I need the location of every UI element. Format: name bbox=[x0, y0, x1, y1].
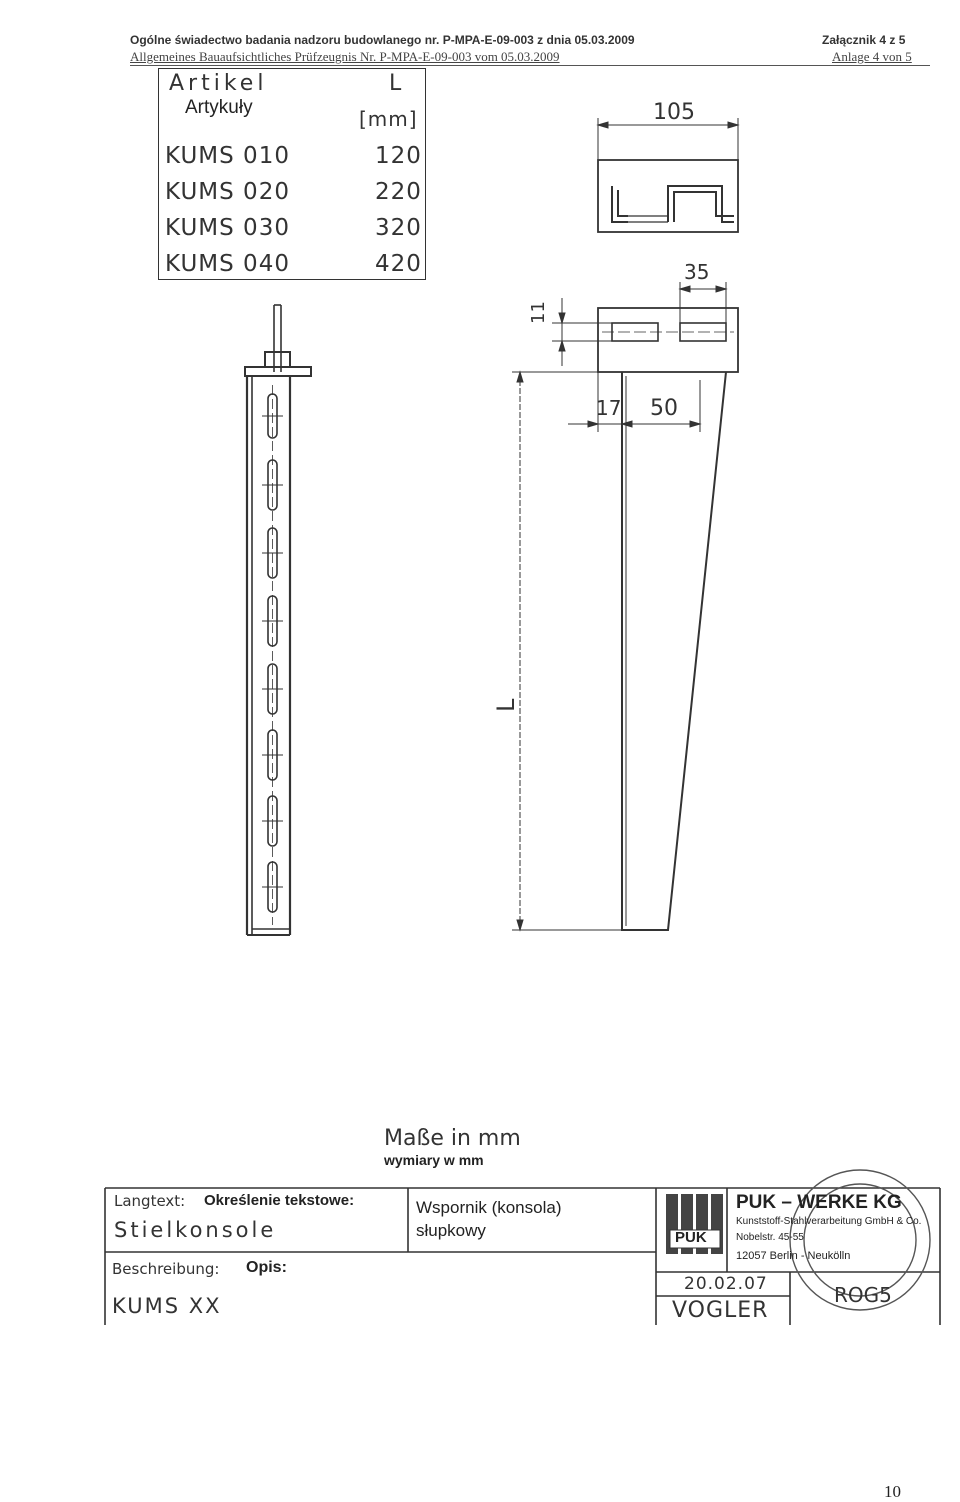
top-view bbox=[598, 160, 738, 232]
company-line3: 12057 Berlin - Neukölln bbox=[736, 1250, 851, 1262]
table-row-length: 120 bbox=[375, 143, 422, 169]
front-view bbox=[245, 305, 311, 935]
table-row-length: 320 bbox=[375, 215, 422, 241]
header-certificate-de: Allgemeines Bauaufsichtliches Prüfzeugnis Nr. P-MPA-E-09-003 vom 05.03.2009 bbox=[130, 49, 560, 64]
dimension-offset-label: 17 bbox=[596, 396, 622, 420]
beschreibung-label-pl: Opis: bbox=[246, 1259, 287, 1276]
dimension-slot-height-label: 11 bbox=[528, 301, 549, 324]
beschreibung-value: KUMS XX bbox=[112, 1294, 222, 1318]
header-attachment-pl: Załącznik 4 z 5 bbox=[822, 33, 906, 47]
langtext-label-pl: Określenie tekstowe: bbox=[204, 1192, 355, 1209]
units-note-de: Maße in mm bbox=[384, 1126, 521, 1151]
column-header-unit: [mm] bbox=[359, 107, 418, 131]
langtext-value-pl-line2: słupkowy bbox=[416, 1221, 486, 1240]
company-name: PUK – WERKE KG bbox=[736, 1192, 902, 1213]
stamp-code: ROG5 bbox=[834, 1283, 892, 1307]
dimension-depth-label: 50 bbox=[650, 396, 678, 421]
table-row-length: 220 bbox=[375, 179, 422, 205]
dimension-slot-spacing-label: 35 bbox=[684, 260, 710, 284]
column-header-article-de: Artikel bbox=[169, 71, 268, 96]
table-row-article: KUMS 020 bbox=[165, 179, 290, 205]
drawing-author: VOGLER bbox=[672, 1298, 769, 1323]
drawing-date: 20.02.07 bbox=[684, 1274, 768, 1294]
beschreibung-label-de: Beschreibung: bbox=[112, 1260, 220, 1278]
table-row-article: KUMS 010 bbox=[165, 143, 290, 169]
table-row-length: 420 bbox=[375, 251, 422, 277]
dimension-width-label: 105 bbox=[653, 100, 695, 125]
units-note-pl: wymiary w mm bbox=[384, 1152, 484, 1168]
company-line1: Kunststoff-Stahlverarbeitung GmbH & Co. bbox=[736, 1216, 922, 1227]
header-attachment-de: Anlage 4 von 5 bbox=[832, 49, 912, 64]
column-header-length: L bbox=[389, 71, 403, 96]
company-line2: Nobelstr. 45-55 bbox=[736, 1232, 804, 1243]
column-header-article-pl: Artykuły bbox=[185, 97, 253, 118]
page-number: 10 bbox=[884, 1482, 901, 1501]
langtext-label-de: Langtext: bbox=[114, 1192, 186, 1210]
langtext-value-pl-line1: Wspornik (konsola) bbox=[416, 1198, 562, 1217]
table-row-article: KUMS 030 bbox=[165, 215, 290, 241]
logo-text: PUK bbox=[675, 1229, 707, 1246]
dimension-length-label: L bbox=[492, 698, 520, 712]
langtext-value-de: Stielkonsole bbox=[114, 1218, 277, 1242]
table-row-article: KUMS 040 bbox=[165, 251, 290, 277]
header-certificate-pl: Ogólne świadectwo badania nadzoru budowlanego nr. P-MPA-E-09-003 z dnia 05.03.2009 bbox=[130, 33, 635, 47]
